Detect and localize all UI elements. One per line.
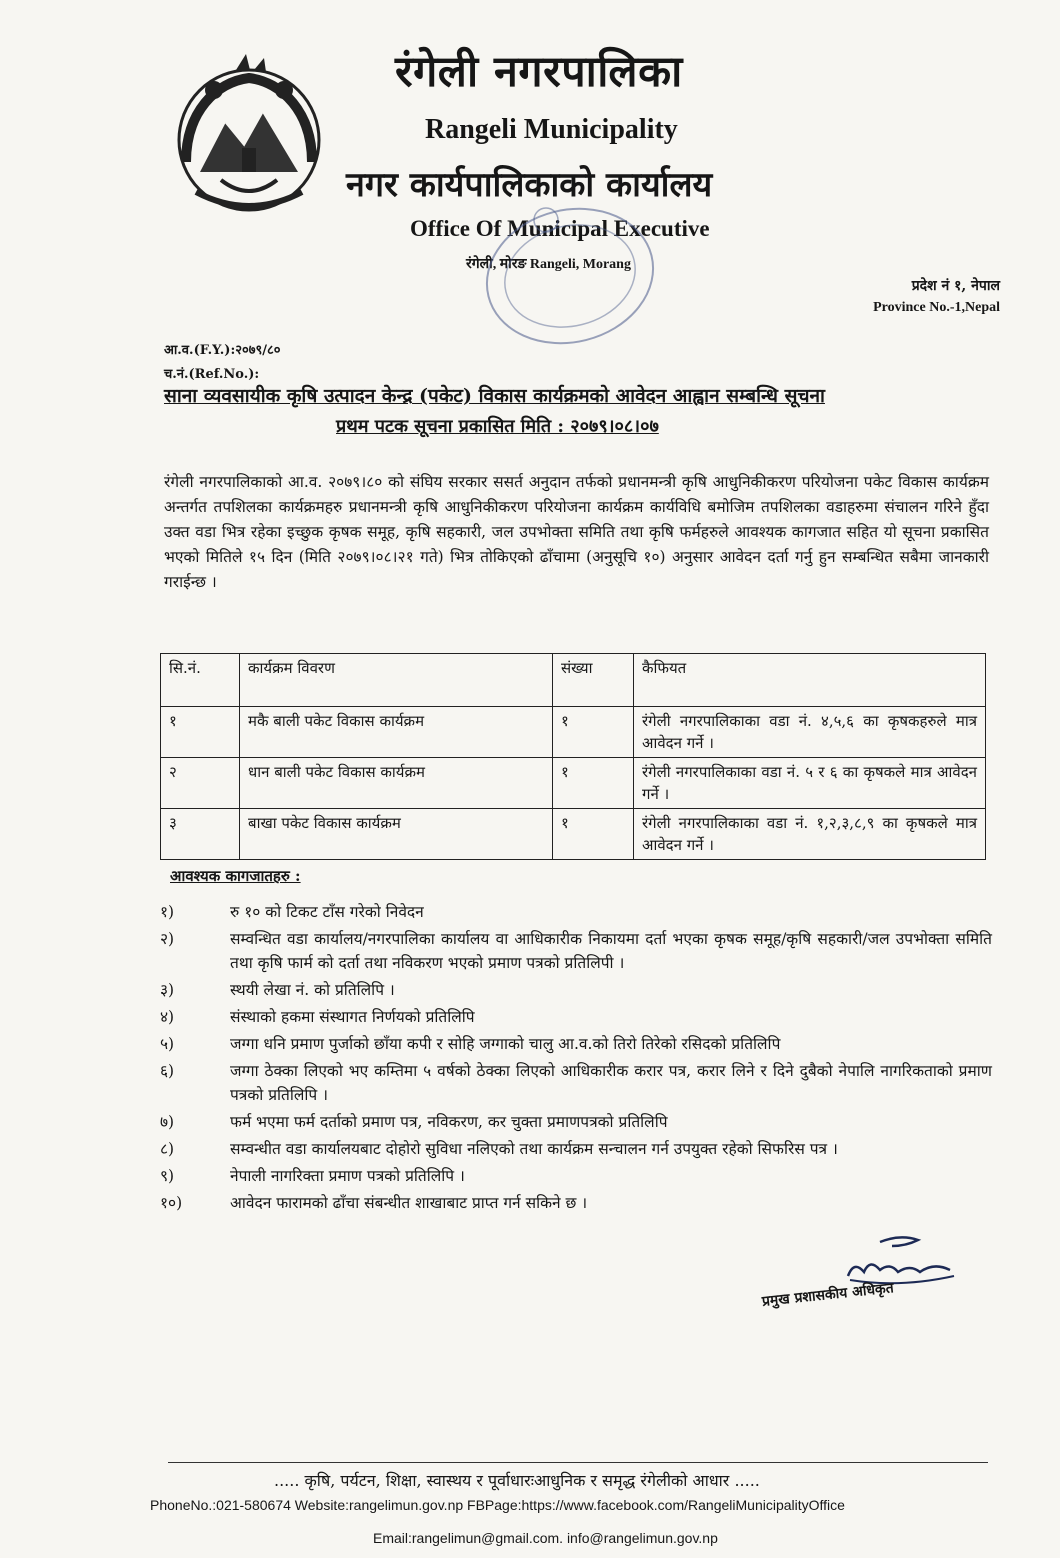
municipality-title-np: रंगेली नगरपालिका	[395, 47, 683, 97]
table-cell-program: बाखा पकेट विकास कार्यक्रम	[240, 809, 553, 860]
office-title-en: Office Of Municipal Executive	[410, 216, 710, 241]
list-item	[160, 1164, 992, 1188]
list-item	[160, 1137, 992, 1161]
list-item-text: संस्थाको हकमा संस्थागत निर्णयको प्रतिलिपि	[230, 1008, 475, 1026]
list-item-number: २)	[160, 930, 175, 948]
list-item-text: नेपाली नागरिक्ता प्रमाण पत्रको प्रतिलिपि ।	[230, 1167, 465, 1185]
list-item-text: जग्गा धनि प्रमाण पुर्जाको छाँया कपी र सोहि जग्गाको चालु आ.व.को तिरो तिरेको रसिदको प्रतिलिपि	[230, 1035, 781, 1053]
list-item-text: रु १० को टिकट टाँस गरेको निवेदन	[230, 903, 424, 921]
list-item	[160, 1059, 992, 1107]
fiscal-year: आ.व.(F.Y.):२०७९/८०	[164, 343, 281, 358]
documents-list	[160, 900, 992, 1218]
footer-divider	[168, 1462, 988, 1463]
list-item-text: जग्गा ठेक्का लिएको भए कम्तिमा ५ वर्षको ठेक्का लिएको आधिकारीक करार पत्र, करार लिने र दिने दुबैको नेपालि नागरिकताको प्रमाण पत्रको प्रतिलिपि ।	[230, 1062, 992, 1104]
list-item	[160, 927, 992, 975]
documents-heading: आवश्यक कागजातहरु :	[170, 867, 301, 885]
table-cell-program: मकै बाली पकेट विकास कार्यक्रम	[240, 707, 553, 758]
list-item-number: १०)	[160, 1194, 183, 1212]
footer-contact: PhoneNo.:021-580674 Website:rangelimun.gov.np FBPage:https://www.facebook.com/RangeliMunicipalityOffice	[150, 1497, 845, 1513]
office-title-np: नगर कार्यपालिकाको कार्यालय	[346, 165, 713, 205]
list-item	[160, 1191, 992, 1215]
list-item-number: ५)	[160, 1035, 175, 1053]
footer-motto: ..... कृषि, पर्यटन, शिक्षा, स्वास्थय र पूर्वाधारःआधुनिक र समृद्ध रंगेलीको आधार .....	[274, 1471, 760, 1490]
list-item-text: आवेदन फारामको ढाँचा संबन्धीत शाखाबाट प्राप्त गर्न सकिने छ ।	[230, 1194, 588, 1212]
list-item-text: फर्म भएमा फर्म दर्ताको प्रमाण पत्र, नविकरण, कर चुक्ता प्रमाणपत्रको प्रतिलिपि	[230, 1113, 668, 1131]
list-item-number: ३)	[160, 981, 175, 999]
table-cell-remark: रंगेली नगरपालिकाका वडा नं. ५ र ६ का कृषकले मात्र आवेदन गर्ने ।	[634, 758, 986, 809]
footer-email: Email:rangelimun@gmail.com. info@rangelimun.gov.np	[373, 1530, 718, 1546]
list-item-number: ९)	[160, 1167, 175, 1185]
notice-body: रंगेली नगरपालिकाको आ.व. २०७९।८० को संघिय सरकार ससर्त अनुदान तर्फको प्रधानमन्त्री कृषि आधुनिकीकरण परियोजना पकेट विकास कार्यक्रम अन्तर्गत तपशिलका कार्यक्रमहरु प्रधानमन्त्री कृषि आधुनिकीकरण परियोजना कार्यक्रम कार्यविधि बमोजिम तपशिलका वडाहरुमा संचालन गरिने हुँदा उक्त वडा भित्र रहेका इच्छुक कृषक समूह, कृषि सहकारी, जल उपभोक्ता समिति तथा कृषि फर्महरुले आवश्यक कागजात सहित यो सूचना प्रकासित भएको मितिले १५ दिन (मिति २०७९।०८।२१ गते) भित्र तोकिएको ढाँचामा (अनुसूचि १०) अनुसार आवेदन दर्ता गर्नु हुन सम्बन्धित सबैमा जानकारी गराईन्छ ।	[164, 473, 989, 591]
table-cell-remark: रंगेली नगरपालिकाका वडा नं. ४,५,६ का कृषकहरुले मात्र आवेदन गर्ने ।	[634, 707, 986, 758]
program-table	[160, 653, 986, 860]
table-cell-sn: १	[161, 707, 240, 758]
table-header-row	[161, 654, 986, 707]
list-item-number: ८)	[160, 1140, 175, 1158]
table-cell-program: धान बाली पकेट विकास कार्यक्रम	[240, 758, 553, 809]
list-item-number: १)	[160, 903, 175, 921]
list-item-number: ६)	[160, 1062, 175, 1080]
list-item	[160, 1032, 992, 1056]
table-cell-sn: ३	[161, 809, 240, 860]
table-header-cell: संख्या	[553, 654, 634, 707]
address: रंगेली, मोरङ Rangeli, Morang	[466, 257, 631, 272]
list-item	[160, 978, 992, 1002]
list-item-number: ७)	[160, 1113, 175, 1131]
table-header-cell: सि.नं.	[161, 654, 240, 707]
table-cell-count: १	[553, 707, 634, 758]
list-item-number: ४)	[160, 1008, 175, 1026]
signatory-title: प्रमुख प्रशासकीय अधिकृत	[761, 1280, 895, 1310]
table-header-cell: कार्यक्रम विवरण	[240, 654, 553, 707]
notice-published-date: प्रथम पटक सूचना प्रकासित मिति : २०७९।०८।०७	[336, 416, 659, 437]
table-row	[161, 758, 986, 809]
table-header-cell: कैफियत	[634, 654, 986, 707]
official-stamp-icon	[470, 196, 670, 356]
table-row	[161, 809, 986, 860]
table-cell-sn: २	[161, 758, 240, 809]
reference-number: च.नं.(Ref.No.):	[164, 367, 260, 382]
municipality-title-en: Rangeli Municipality	[425, 114, 678, 145]
list-item-text: सम्वन्धित वडा कार्यालय/नगरपालिका कार्यालय वा आधिकारीक निकायमा दर्ता भएका कृषक समूह/कृषि सहकारी/जल उपभोक्ता समिति तथा कृषि फार्म को दर्ता तथा नविकरण भएको प्रमाण पत्रको प्रतिलिपी ।	[230, 930, 992, 972]
list-item-text: स्थयी लेखा नं. को प्रतिलिपि ।	[230, 981, 395, 999]
notice-subject: साना व्यवसायीक कृषि उत्पादन केन्द्र (पकेट) विकास कार्यक्रमको आवेदन आह्वान सम्बन्धि सूचना	[164, 385, 825, 407]
table-cell-count: १	[553, 758, 634, 809]
table-cell-remark: रंगेली नगरपालिकाका वडा नं. १,२,३,८,९ का कृषकले मात्र आवेदन गर्ने ।	[634, 809, 986, 860]
list-item-text: सम्वन्धीत वडा कार्यालयबाट दोहोरो सुविधा नलिएको तथा कार्यक्रम सन्चालन गर्न उपयुक्त रहेको सिफरिस पत्र ।	[230, 1140, 838, 1158]
province-np: प्रदेश नं १, नेपाल	[911, 278, 1000, 294]
table-row	[161, 707, 986, 758]
list-item	[160, 1005, 992, 1029]
list-item	[160, 900, 992, 924]
table-cell-count: १	[553, 809, 634, 860]
province-en: Province No.-1,Nepal	[873, 300, 1000, 315]
list-item	[160, 1110, 992, 1134]
nepal-emblem-icon	[166, 52, 332, 218]
